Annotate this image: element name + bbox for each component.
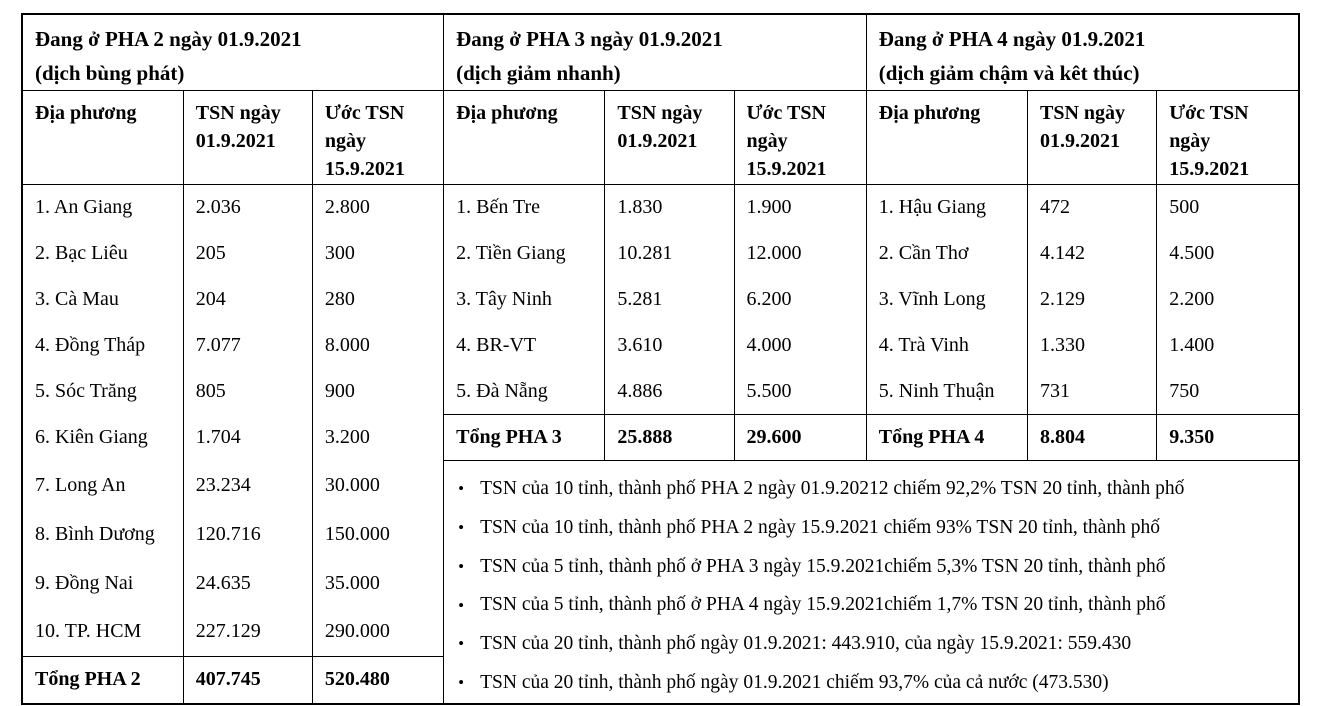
column-header-row	[22, 91, 1299, 185]
table-row	[22, 461, 1299, 510]
table-row	[22, 185, 1299, 231]
pha4-total-tsn-cell: 8.804	[1028, 415, 1157, 461]
est-tsn-cell: 290.000	[312, 608, 443, 657]
tsn-cell: 7.077	[183, 323, 312, 369]
province-cell: 3. Vĩnh Long	[866, 277, 1027, 323]
est-tsn-cell: 1.900	[734, 185, 866, 231]
pha2-title-line2: (dịch bùng phát)	[35, 61, 185, 85]
province-cell: 4. BR-VT	[444, 323, 605, 369]
pha3-total-est-cell: 29.600	[734, 415, 866, 461]
est-tsn-cell: 150.000	[312, 510, 443, 559]
tsn-cell: 227.129	[183, 608, 312, 657]
province-cell: 5. Ninh Thuận	[866, 369, 1027, 415]
note-item	[458, 509, 1290, 548]
note-item	[458, 586, 1290, 625]
pha2-title-cell	[22, 14, 444, 91]
province-cell: 5. Sóc Trăng	[22, 369, 183, 415]
province-cell: 2. Tiền Giang	[444, 231, 605, 277]
est-tsn-cell: 30.000	[312, 461, 443, 510]
tsn-cell: 205	[183, 231, 312, 277]
note-text: TSN của 5 tỉnh, thành phố ở PHA 3 ngày 15.9.2021chiếm 5,3% TSN 20 tỉnh, thành phố	[480, 555, 1166, 577]
pha3-total-tsn-cell: 25.888	[605, 415, 734, 461]
province-cell: 7. Long An	[22, 461, 183, 510]
pha3-col-header-tsn: TSN ngày 01.9.2021	[605, 91, 734, 185]
tsn-cell: 805	[183, 369, 312, 415]
province-cell: 4. Đồng Tháp	[22, 323, 183, 369]
pha2-total-label-cell: Tổng PHA 2	[22, 657, 183, 704]
tsn-cell: 1.330	[1028, 323, 1157, 369]
tsn-cell: 2.129	[1028, 277, 1157, 323]
province-cell: 6. Kiên Giang	[22, 415, 183, 461]
table-row	[22, 231, 1299, 277]
pha2-total-tsn-cell: 407.745	[183, 657, 312, 704]
province-cell: 10. TP. HCM	[22, 608, 183, 657]
est-tsn-cell: 4.000	[734, 323, 866, 369]
province-cell: 2. Bạc Liêu	[22, 231, 183, 277]
province-cell: 3. Tây Ninh	[444, 277, 605, 323]
est-tsn-cell: 5.500	[734, 369, 866, 415]
note-text: TSN của 5 tỉnh, thành phố ở PHA 4 ngày 15.9.2021chiếm 1,7% TSN 20 tỉnh, thành phố	[480, 594, 1166, 616]
table-row	[22, 369, 1299, 415]
pha2-col-header-est-tsn: Ước TSN ngày 15.9.2021	[312, 91, 443, 185]
est-tsn-cell: 1.400	[1157, 323, 1299, 369]
tsn-cell: 3.610	[605, 323, 734, 369]
pha4-title-cell	[866, 14, 1299, 91]
province-cell: 8. Bình Dương	[22, 510, 183, 559]
tsn-cell: 4.142	[1028, 231, 1157, 277]
note-item	[458, 664, 1290, 703]
pha3-col-header-est-tsn: Ước TSN ngày 15.9.2021	[734, 91, 866, 185]
pha4-col-header-est-tsn: Ước TSN ngày 15.9.2021	[1157, 91, 1299, 185]
notes-cell	[444, 461, 1299, 704]
tsn-cell: 120.716	[183, 510, 312, 559]
province-cell: 1. Bến Tre	[444, 185, 605, 231]
bullet-icon: •	[458, 634, 465, 654]
est-tsn-cell: 2.800	[312, 185, 443, 231]
note-text: TSN của 20 tỉnh, thành phố ngày 01.9.2021: 443.910, của ngày 15.9.2021: 559.430	[480, 633, 1132, 655]
tsn-cell: 731	[1028, 369, 1157, 415]
est-tsn-cell: 900	[312, 369, 443, 415]
pha2-title-line1: Đang ở PHA 2 ngày 01.9.2021	[35, 27, 302, 51]
pha4-col-header-province: Địa phương	[866, 91, 1027, 185]
province-cell: 5. Đà Nẵng	[444, 369, 605, 415]
bullet-icon: •	[458, 518, 465, 538]
est-tsn-cell: 300	[312, 231, 443, 277]
note-text: TSN của 10 tỉnh, thành phố PHA 2 ngày 01.9.20212 chiếm 92,2% TSN 20 tỉnh, thành phố	[480, 478, 1185, 499]
pha4-total-est-cell: 9.350	[1157, 415, 1299, 461]
table-row	[22, 415, 1299, 461]
tsn-cell: 4.886	[605, 369, 734, 415]
pha4-title-line1: Đang ở PHA 4 ngày 01.9.2021	[878, 27, 1146, 51]
note-text: TSN của 10 tỉnh, thành phố PHA 2 ngày 15.9.2021 chiếm 93% TSN 20 tỉnh, thành phố	[480, 516, 1161, 538]
province-cell: 9. Đồng Nai	[22, 559, 183, 608]
bullet-icon: •	[458, 595, 465, 615]
tsn-cell: 5.281	[605, 277, 734, 323]
est-tsn-cell: 8.000	[312, 323, 443, 369]
est-tsn-cell: 500	[1157, 185, 1299, 231]
est-tsn-cell: 3.200	[312, 415, 443, 461]
pha4-col-header-tsn: TSN ngày 01.9.2021	[1028, 91, 1157, 185]
tsn-cell: 472	[1028, 185, 1157, 231]
est-tsn-cell: 2.200	[1157, 277, 1299, 323]
bullet-icon: •	[458, 556, 465, 576]
note-item	[458, 470, 1290, 509]
tsn-cell: 1.704	[183, 415, 312, 461]
pha3-title-cell	[444, 14, 867, 91]
province-cell: 4. Trà Vinh	[866, 323, 1027, 369]
note-item	[458, 548, 1290, 587]
province-cell: 1. Hậu Giang	[866, 185, 1027, 231]
province-cell: 2. Cần Thơ	[866, 231, 1027, 277]
pha4-total-label-cell: Tổng PHA 4	[866, 415, 1027, 461]
pha4-title-line2: (dịch giảm chậm và kêt thúc)	[878, 61, 1140, 85]
tsn-cell: 2.036	[183, 185, 312, 231]
pha3-col-header-province: Địa phương	[444, 91, 605, 185]
pha2-col-header-tsn: TSN ngày 01.9.2021	[183, 91, 312, 185]
bullet-icon: •	[458, 479, 465, 499]
table-row	[22, 277, 1299, 323]
est-tsn-cell: 280	[312, 277, 443, 323]
est-tsn-cell: 4.500	[1157, 231, 1299, 277]
pha3-title-line1: Đang ở PHA 3 ngày 01.9.2021	[456, 27, 723, 51]
note-item	[458, 625, 1290, 664]
note-text: TSN của 20 tỉnh, thành phố ngày 01.9.2021 chiếm 93,7% của cả nước (473.530)	[480, 671, 1109, 693]
pha3-title-line2: (dịch giảm nhanh)	[456, 61, 621, 85]
est-tsn-cell: 6.200	[734, 277, 866, 323]
tsn-cell: 204	[183, 277, 312, 323]
tsn-cell: 23.234	[183, 461, 312, 510]
tsn-cell: 10.281	[605, 231, 734, 277]
tsn-cell: 24.635	[183, 559, 312, 608]
bullet-icon: •	[458, 673, 465, 693]
pha3-total-label-cell: Tổng PHA 3	[444, 415, 605, 461]
est-tsn-cell: 35.000	[312, 559, 443, 608]
group-title-row	[22, 14, 1299, 91]
table-row	[22, 323, 1299, 369]
pha2-col-header-province: Địa phương	[22, 91, 183, 185]
tsn-cell: 1.830	[605, 185, 734, 231]
province-cell: 1. An Giang	[22, 185, 183, 231]
pha2-total-est-cell: 520.480	[312, 657, 443, 704]
province-cell: 3. Cà Mau	[22, 277, 183, 323]
phase-comparison-table	[21, 13, 1300, 705]
est-tsn-cell: 750	[1157, 369, 1299, 415]
est-tsn-cell: 12.000	[734, 231, 866, 277]
